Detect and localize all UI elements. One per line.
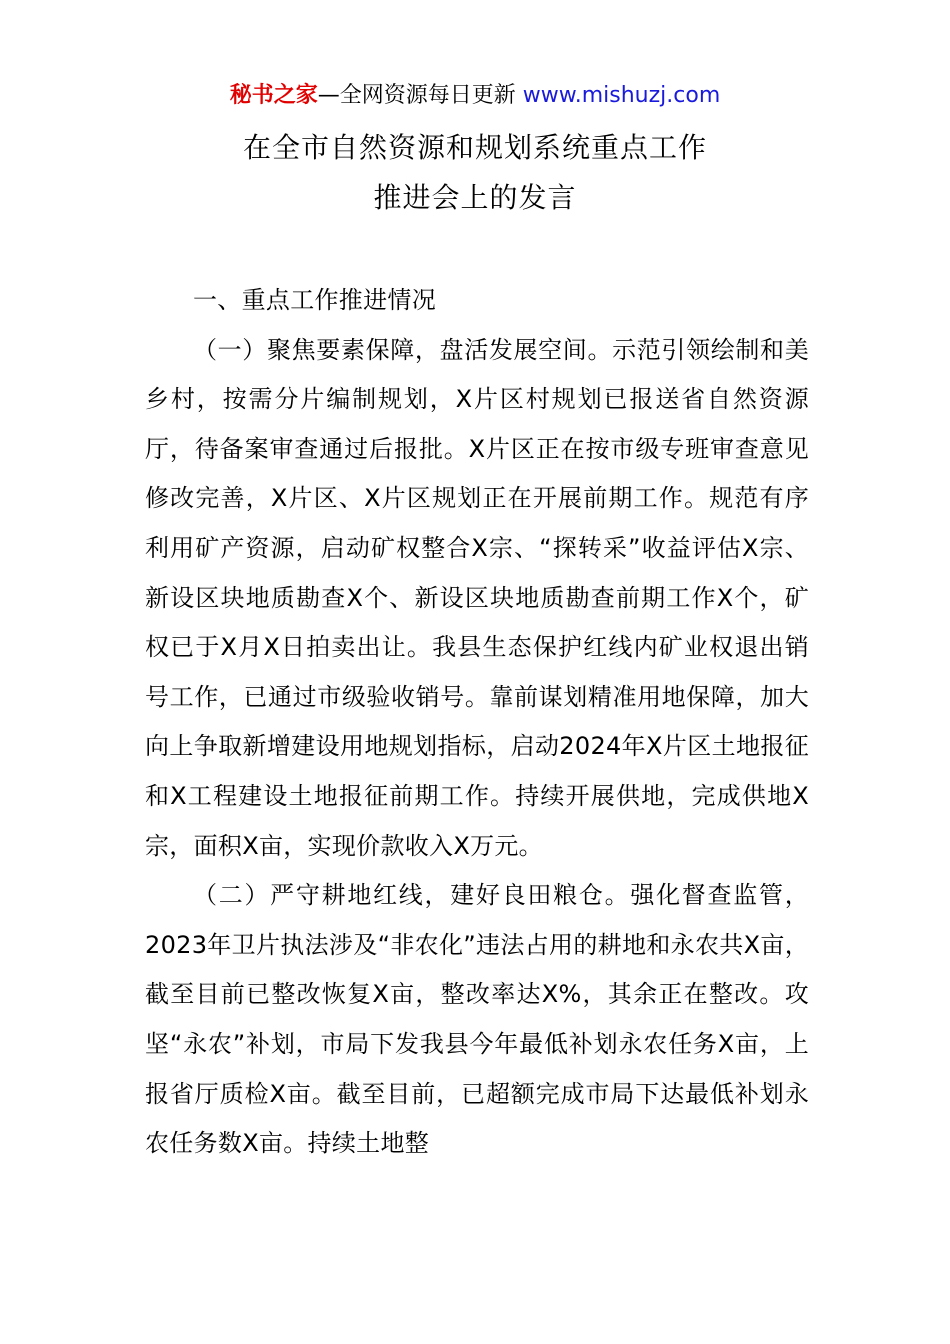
document-body (145, 276, 809, 1169)
body-paragraph-2: （二）严守耕地红线，建好良田粮仓。强化督查监管，2023年卫片执法涉及“非农化”违法占用的耕地和永农共X亩，截至目前已整改恢复X亩，整改率达X%，其余正在整改。攻坚“永农”补划，市局下发我县今年最低补划永农任务X亩，上报省厅质检X亩。截至目前，已超额完成市局下达最低补划永农任务数X亩。持续土地整 (145, 881, 809, 1158)
document-title-line-1: 在全市自然资源和规划系统重点工作 (242, 131, 707, 164)
section-heading: 一、重点工作推进情况 (193, 286, 436, 314)
site-tagline: —全网资源每日更新 (317, 83, 523, 108)
body-paragraph-1: （一）聚焦要素保障，盘活发展空间。示范引领绘制和美乡村，按需分片编制规划，X片区村规划已报送省自然资源厅，待备案审查通过后报批。X片区正在按市级专班审查意见修改完善，X片区、X片区规划正在开展前期工作。规范有序利用矿产资源，启动矿权整合X宗、“探转采”收益评估X宗、新设区块地质勘查X个、新设区块地质勘查前期工作X个，矿权已于X月X日拍卖出让。我县生态保护红线内矿业权退出销号工作，已通过市级验收销号。靠前谋划精准用地保障，加大向上争取新增建设用地规划指标，启动2024年X片区土地报征和X工程建设土地报征前期工作。持续开展供地，完成供地X宗，面积X亩，实现价款收入X万元。 (145, 335, 809, 860)
document-title-line-2: 推进会上的发言 (373, 181, 577, 214)
site-brand: 秘书之家 (229, 83, 318, 108)
site-url: www.mishuzj.com (522, 83, 721, 108)
site-header (0, 80, 950, 112)
